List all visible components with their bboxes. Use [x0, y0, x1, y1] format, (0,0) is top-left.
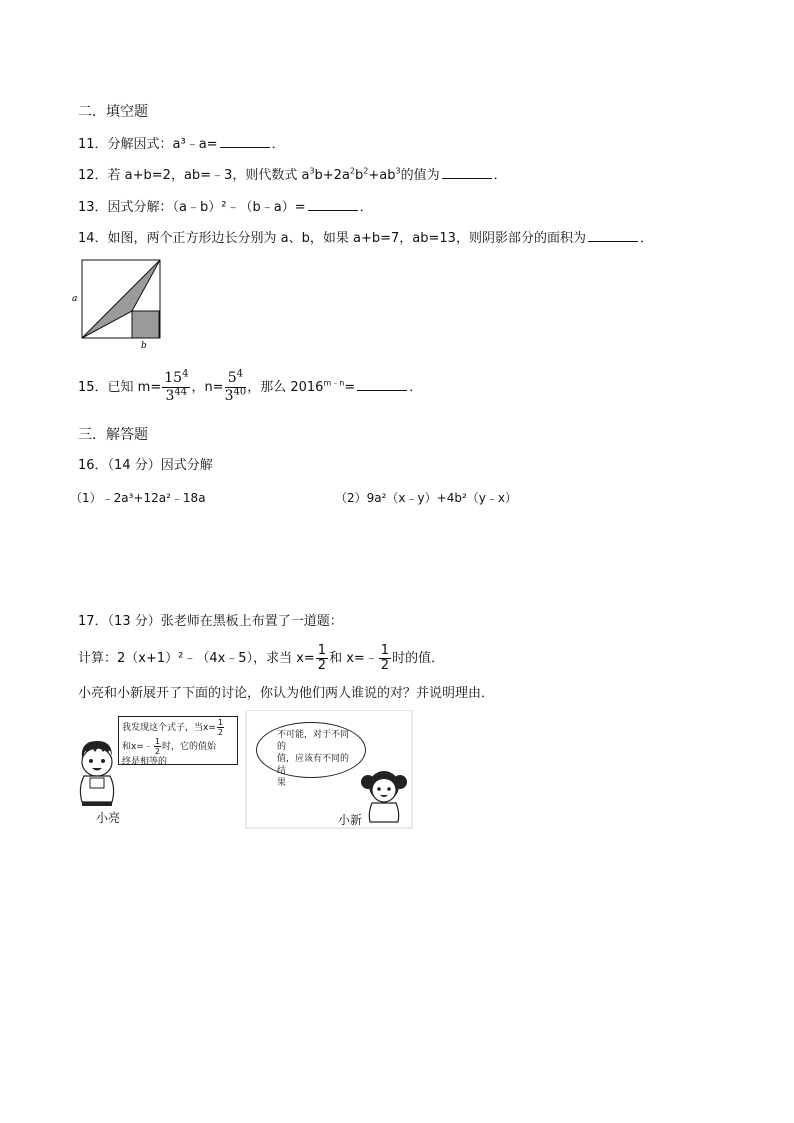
label-b: b	[141, 341, 147, 351]
xiaoxin-speech-bubble: 不可能，对于不同的 值，应该有不同的结 果	[256, 722, 366, 778]
question-17-title: 17．（13 分）张老师在黑板上布置了一道题：	[78, 614, 343, 629]
girl-body	[369, 803, 398, 822]
answer-blank	[357, 379, 407, 391]
question-12: 12．若 a+b=2，ab=﹣3，则代数式 $a^3b+2a^2b^2+ab^3$的值为 ．	[78, 166, 507, 183]
question-11: 11．分解因式：a³﹣a= ．	[78, 137, 285, 152]
xiaoliang-cartoon	[74, 736, 122, 806]
boy-face	[82, 748, 112, 776]
answer-blank	[588, 230, 638, 242]
fraction-half: $\frac{1}{2}$	[317, 643, 327, 673]
question-13: 13．因式分解：（a﹣b）²﹣（b﹣a）= ．	[78, 200, 373, 215]
small-square	[132, 311, 159, 338]
fraction-half: $\frac{1}{2}$	[380, 643, 390, 673]
boy-body	[80, 776, 113, 802]
xiaoxin-cartoon	[358, 762, 410, 824]
two-squares-figure	[68, 256, 168, 352]
xiaoliang-speech-bubble: 我发现这个式子，当x= $\frac{1}{2}$ 和x=﹣ $\frac{1}{2}$ 时，它的值始 终是相等的	[118, 716, 238, 765]
fraction-n: $\frac{5^4}{3^{40}}$	[224, 368, 247, 404]
question-17-calc: 计算：2（x+1）²﹣（4x﹣5），求当 x= $\frac{1}{2}$ 和 x=﹣ $\frac{1}{2}$ 时的值．	[78, 643, 445, 673]
answer-blank	[308, 199, 358, 211]
answer-blank	[442, 167, 492, 179]
fraction-m: $\frac{15^4}{3^{44}}$	[164, 368, 189, 404]
answer-blank	[220, 136, 270, 148]
question-16-part-2: （2）9a²（x﹣y）+4b²（y﹣x）	[335, 491, 517, 505]
section-2-title: 二．填空题	[78, 104, 148, 120]
question-15: 15．已知 m= $\frac{15^4}{3^{44}}$ ，n= $\frac{5^4}{3^{40}}$ ，那么 $2016^{m﹣n}=$ ．	[78, 368, 423, 404]
name-xiaoxin: 小新	[338, 813, 363, 827]
section-3-title: 三．解答题	[78, 427, 148, 443]
question-14: 14．如图，两个正方形边长分别为 a、b，如果 a+b=7，ab=13，则阴影部分的面积为 ．	[78, 231, 653, 246]
name-xiaoliang: 小亮	[96, 811, 121, 825]
question-16-title: 16．（14 分）因式分解	[78, 458, 213, 473]
label-a: a	[72, 294, 78, 304]
question-11-text: 11．分解因式：a³﹣a=	[78, 137, 218, 152]
question-17-discussion: 小亮和小新展开了下面的讨论，你认为他们两人谁说的对？并说明理由．	[78, 686, 495, 701]
question-16-part-1: （1）﹣2a³+12a²﹣18a	[70, 491, 206, 505]
